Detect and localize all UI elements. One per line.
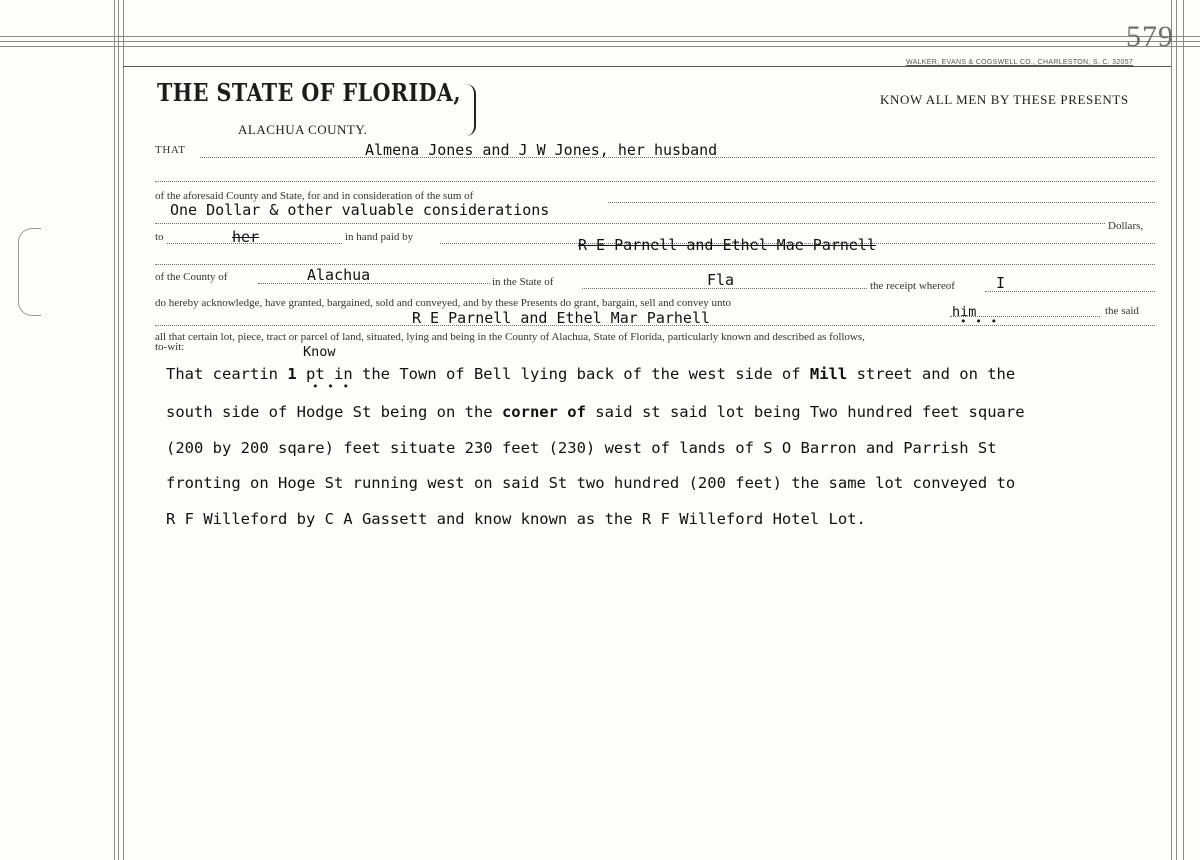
right-margin-rule xyxy=(1176,0,1177,860)
know-all-men-heading: KNOW ALL MEN BY THESE PRESENTS xyxy=(880,92,1129,107)
correction-dots: • • • xyxy=(312,380,351,393)
to-label: to xyxy=(155,231,164,243)
acknowledge-clause: do hereby acknowledge, have granted, bargained, sold and conveyed, and by these Presents do grant, bargain, sell and convey unto xyxy=(155,297,732,309)
unto-dotted-line xyxy=(950,316,1100,317)
blank-dotted-line xyxy=(155,264,1155,265)
description-line-2-post: said st said lot being Two hundred feet square xyxy=(585,403,1025,421)
left-margin-rule xyxy=(118,0,119,860)
description-line-5: R F Willeford by C A Gassett and know known as the R F Willeford Hotel Lot. xyxy=(166,510,866,528)
top-ledger-rule xyxy=(0,46,1200,47)
top-ledger-rule xyxy=(0,36,1200,37)
binding-bracket-mark xyxy=(18,228,41,316)
description-line-1 xyxy=(166,365,1015,383)
to-value: her xyxy=(232,228,260,246)
the-said-label: the said xyxy=(1105,305,1139,317)
description-line-2 xyxy=(166,403,1025,421)
that-label: THAT xyxy=(155,144,186,156)
county-value: Alachua xyxy=(307,266,371,284)
right-margin-rule xyxy=(1183,0,1184,860)
receipt-dotted-line xyxy=(985,291,1155,292)
printer-imprint: WALKER, EVANS & COGSWELL CO., CHARLESTON, S. C. 32057 xyxy=(906,59,1134,66)
page-number: 579 xyxy=(1126,20,1174,53)
description-line-1-one: 1 xyxy=(287,365,297,383)
description-line-1-mill: Mill xyxy=(809,365,848,383)
title-brace xyxy=(466,84,476,136)
county-dotted-line xyxy=(258,283,490,284)
left-margin-rule xyxy=(114,0,115,860)
paid-by-label: in hand paid by xyxy=(345,231,414,243)
state-value: Fla xyxy=(707,271,735,289)
state-of-label: in the State of xyxy=(492,276,554,288)
correction-dots: • • • xyxy=(960,315,999,328)
description-line-1-pre: That ceartin xyxy=(166,365,288,383)
paid-by-value: R E Parnell and Ethel Mae Parnell xyxy=(578,236,877,254)
dollars-label: Dollars, xyxy=(1108,220,1144,232)
description-line-2-pre: south side of Hodge St being on the xyxy=(166,403,502,421)
blank-dotted-line xyxy=(155,181,1155,182)
form-top-rule xyxy=(123,66,1171,67)
description-line-2-corner: corner of xyxy=(501,403,586,421)
sum-dotted-line-2 xyxy=(155,223,1105,224)
top-ledger-rule xyxy=(0,41,1200,42)
unto-value: him xyxy=(952,304,977,320)
county-of-label: of the County of xyxy=(155,271,228,283)
state-title: THE STATE OF FLORIDA, xyxy=(157,78,461,107)
inserted-word: Know xyxy=(303,344,336,360)
description-line-3: (200 by 200 sqare) feet situate 230 feet (230) west of lands of S O Barron and Parrish St xyxy=(166,439,997,457)
grantors-value: Almena Jones and J W Jones, her husband xyxy=(365,141,718,159)
right-margin-rule xyxy=(1171,0,1172,860)
left-margin-rule xyxy=(123,0,124,860)
grantees-value: R E Parnell and Ethel Mar Parhell xyxy=(412,309,711,327)
county-heading: ALACHUA COUNTY. xyxy=(238,122,368,137)
description-line-4: fronting on Hoge St running west on said St two hundred (200 feet) the same lot conveyed to xyxy=(166,474,1016,492)
sum-value: One Dollar & other valuable considerations xyxy=(170,201,550,219)
description-line-1-end: street and on the xyxy=(847,365,1016,383)
sum-dotted-line xyxy=(608,202,1155,203)
description-line-1-post: pt in the Town of Bell lying back of the west side of xyxy=(296,365,810,383)
all-that-clause: all that certain lot, piece, tract or parcel of land, situated, lying and being in the County of Alachua, State of Florida, particularly known and described as follows, xyxy=(155,331,865,343)
receipt-value: I xyxy=(996,274,1006,292)
consideration-clause: of the aforesaid County and State, for and in consideration of the sum of xyxy=(155,190,474,202)
grantees-dotted-line xyxy=(155,325,1155,326)
receipt-label: the receipt whereof xyxy=(870,280,955,292)
to-wit-label: to-wit: xyxy=(155,341,185,353)
